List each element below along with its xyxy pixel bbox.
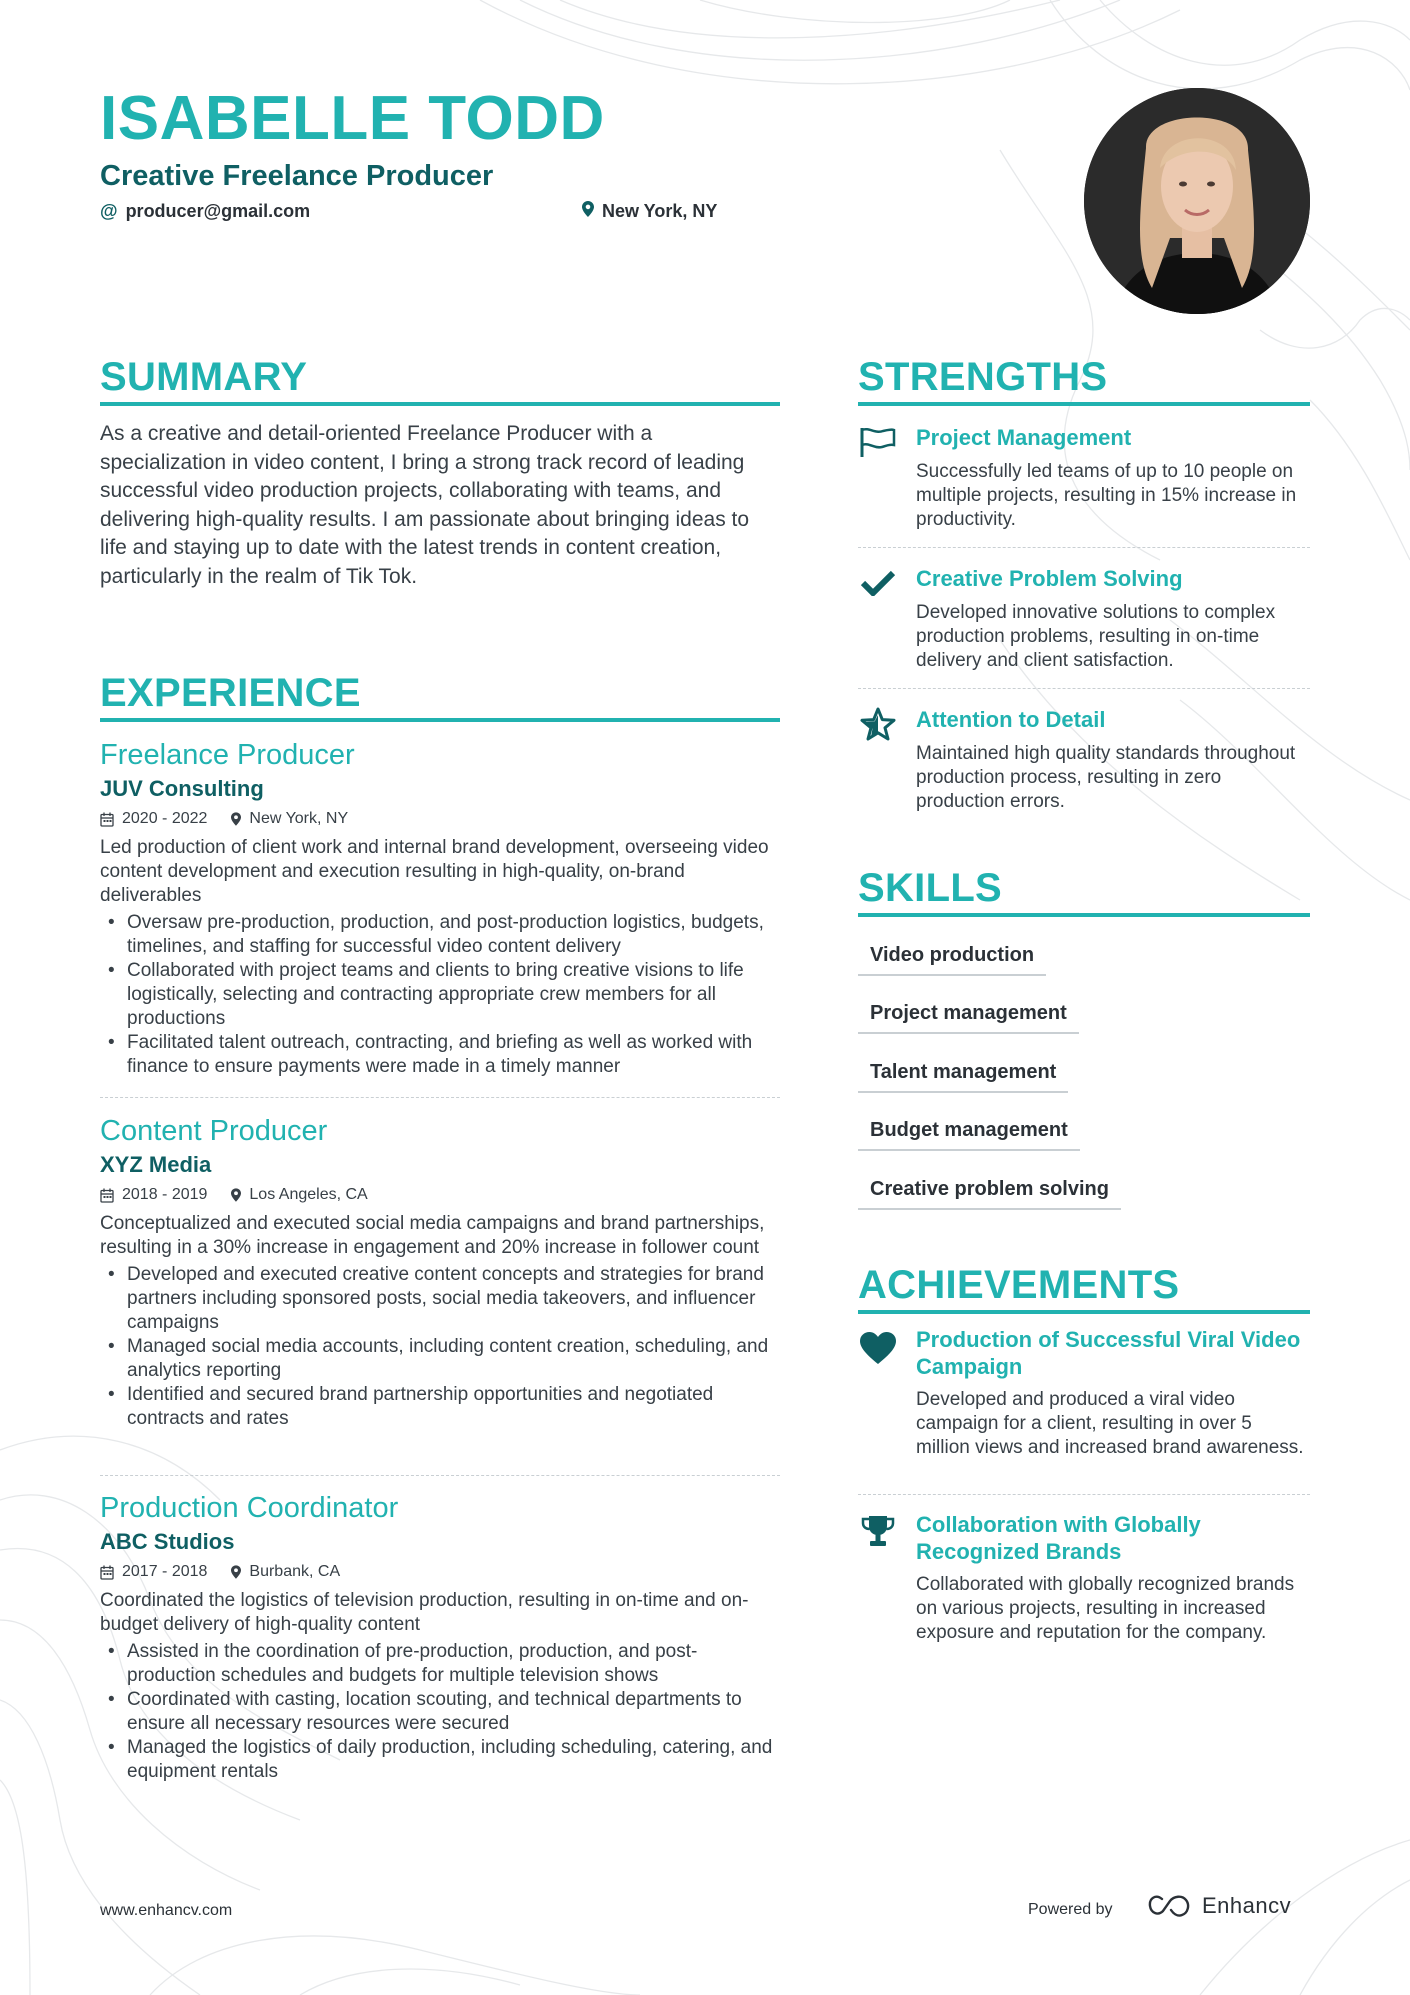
achievement-item xyxy=(858,1511,1310,1671)
job-entry xyxy=(100,1490,780,1784)
strength-title: Creative Problem Solving xyxy=(916,566,1183,591)
footer-brand-text: Enhancv xyxy=(1202,1893,1292,1918)
job-bullet: • Managed the logistics of daily production, including scheduling, catering, and equipment rentals xyxy=(100,1736,780,1784)
location-pin-icon xyxy=(231,812,241,826)
achievements-rule xyxy=(858,1310,1310,1314)
strength-title: Attention to Detail xyxy=(916,707,1106,732)
experience-rule xyxy=(100,718,780,722)
portrait-illustration xyxy=(1084,88,1310,314)
job-bullet: • Oversaw pre-production, production, and post-production logistics, budgets, timelines, and staffing for successful video content delivery xyxy=(100,911,780,959)
job-bullet: • Identified and secured brand partnership opportunities and negotiated contracts and rates xyxy=(100,1383,780,1431)
calendar-icon xyxy=(100,1188,114,1203)
job-bullet: • Coordinated with casting, location scouting, and technical departments to ensure all necessary resources were secured xyxy=(100,1688,780,1736)
heart-icon xyxy=(858,1330,898,1366)
job-title: Production Coordinator xyxy=(100,1492,399,1524)
strength-divider xyxy=(858,688,1310,689)
job-description: Led production of client work and internal brand development, overseeing video content development and execution resulting in high-quality, on-brand deliverables xyxy=(100,837,769,906)
job-dates: 2018 - 2019 xyxy=(122,1186,208,1203)
skills-rule xyxy=(858,913,1310,917)
contact-email[interactable] xyxy=(100,201,310,222)
job-bullets xyxy=(100,1263,780,1431)
footer-brand-logo[interactable] xyxy=(1148,1893,1291,1919)
summary-text: As a creative and detail-oriented Freelance Producer with a specialization in video content, I bring a strong track record of leading successful video production projects, collaborating with teams, and delivering high-quality results. I am passionate about bringing ideas to life and staying up to date with the latest trends in content creation, particularly in the realm of Tik Tok. xyxy=(100,422,750,588)
job-meta xyxy=(100,1184,780,1206)
footer-url[interactable]: www.enhancv.com xyxy=(100,1902,233,1919)
job-meta xyxy=(100,808,780,830)
strength-text: Developed innovative solutions to complex production problems, resulting in on-time delivery and client satisfaction. xyxy=(916,602,1276,671)
strength-divider xyxy=(858,547,1310,548)
profile-photo xyxy=(1084,88,1310,314)
summary-rule xyxy=(100,402,780,406)
summary-heading: SUMMARY xyxy=(100,355,308,399)
job-location-text: Burbank, CA xyxy=(249,1563,341,1580)
enhancv-logo-icon xyxy=(1148,1895,1194,1917)
email-text: producer@gmail.com xyxy=(125,201,311,221)
skills-heading: SKILLS xyxy=(858,866,1003,910)
achievements-heading: ACHIEVEMENTS xyxy=(858,1263,1180,1307)
at-icon: @ xyxy=(100,201,118,221)
job-title: Content Producer xyxy=(100,1115,328,1147)
job-description: Coordinated the logistics of television production, resulting in on-time and on-budget delivery of high-quality content xyxy=(100,1590,749,1635)
job-bullet: • Developed and executed creative content concepts and strategies for brand partners including sponsored posts, social media takeovers, and influencer campaigns xyxy=(100,1263,780,1335)
strengths-heading: STRENGTHS xyxy=(858,355,1108,399)
job-bullets xyxy=(100,911,780,1079)
strength-item xyxy=(858,706,1310,816)
strengths-rule xyxy=(858,402,1310,406)
job-dates: 2020 - 2022 xyxy=(122,810,208,827)
skill-tag: Talent management xyxy=(858,1057,1068,1093)
job-entry xyxy=(100,1113,780,1431)
job-description: Conceptualized and executed social media campaigns and brand partnerships, resulting in a 30% increase in engagement and 20% increase in follower count xyxy=(100,1213,765,1258)
job-company: ABC Studios xyxy=(100,1529,235,1554)
location-pin-icon xyxy=(582,201,594,222)
contact-location xyxy=(582,201,717,222)
job-location xyxy=(231,810,348,828)
skill-tag: Video production xyxy=(858,940,1046,976)
flag-icon xyxy=(858,424,898,460)
strength-text: Maintained high quality standards throughout production process, resulting in zero production errors. xyxy=(916,743,1296,812)
checkmark-icon xyxy=(858,565,898,601)
job-location xyxy=(231,1186,367,1204)
skill-tag: Project management xyxy=(858,998,1079,1034)
job-bullets xyxy=(100,1640,780,1784)
star-icon xyxy=(858,706,898,742)
job-bullet: • Assisted in the coordination of pre-production, production, and post-production schedules and budgets for multiple television shows xyxy=(100,1640,780,1688)
strength-item xyxy=(858,565,1310,675)
job-divider xyxy=(100,1097,780,1098)
achievement-divider xyxy=(858,1494,1310,1495)
achievement-item xyxy=(858,1326,1310,1486)
job-dates: 2017 - 2018 xyxy=(122,1563,208,1580)
job-bullet: • Facilitated talent outreach, contracting, and briefing as well as worked with finance to ensure payments were made in a timely manner xyxy=(100,1031,780,1079)
footer-powered-by: Powered by xyxy=(1028,1901,1113,1918)
job-divider xyxy=(100,1475,780,1476)
achievement-text: Collaborated with globally recognized brands on various projects, resulting in increased exposure and reputation for the company. xyxy=(916,1574,1295,1643)
achievement-text: Developed and produced a viral video campaign for a client, resulting in over 5 million views and increased brand awareness. xyxy=(916,1389,1304,1458)
location-pin-icon xyxy=(231,1565,241,1579)
candidate-role: Creative Freelance Producer xyxy=(100,160,494,192)
job-company: JUV Consulting xyxy=(100,776,264,801)
location-text: New York, NY xyxy=(602,201,718,221)
job-entry xyxy=(100,737,780,1079)
job-bullet: • Managed social media accounts, including content creation, scheduling, and analytics reporting xyxy=(100,1335,780,1383)
trophy-icon xyxy=(858,1513,898,1549)
job-location-text: Los Angeles, CA xyxy=(249,1186,368,1203)
skill-tag: Creative problem solving xyxy=(858,1174,1121,1210)
job-meta xyxy=(100,1561,780,1583)
job-bullet: • Collaborated with project teams and clients to bring creative visions to life logistically, selecting and contracting appropriate crew members for all productions xyxy=(100,959,780,1031)
experience-heading: EXPERIENCE xyxy=(100,671,361,715)
job-title: Freelance Producer xyxy=(100,739,355,771)
achievement-title: Production of Successful Viral Video Campaign xyxy=(916,1327,1301,1379)
strength-title: Project Management xyxy=(916,425,1132,450)
job-location xyxy=(231,1563,340,1581)
calendar-icon xyxy=(100,1565,114,1580)
strength-text: Successfully led teams of up to 10 people on multiple projects, resulting in 15% increase in productivity. xyxy=(916,461,1297,530)
calendar-icon xyxy=(100,812,114,827)
skill-tag: Budget management xyxy=(858,1115,1080,1151)
location-pin-icon xyxy=(231,1188,241,1202)
job-company: XYZ Media xyxy=(100,1152,212,1177)
strength-item xyxy=(858,424,1310,534)
achievement-title: Collaboration with Globally Recognized Brands xyxy=(916,1512,1201,1564)
candidate-name: ISABELLE TODD xyxy=(100,84,605,153)
job-location-text: New York, NY xyxy=(249,810,349,827)
